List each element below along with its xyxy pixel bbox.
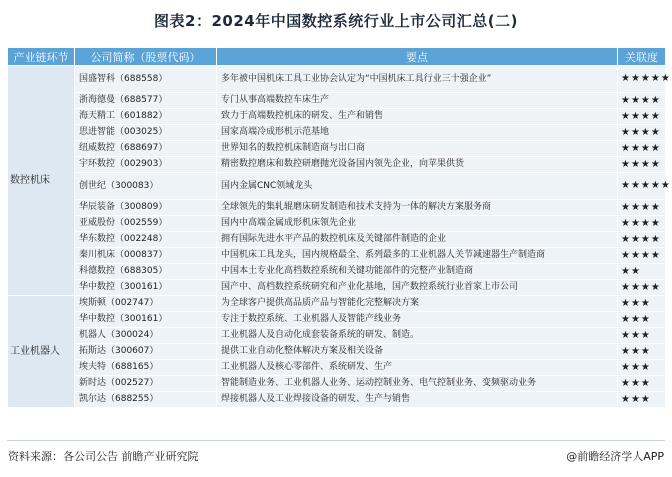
rating-cell: ★★★★★ bbox=[618, 66, 666, 93]
table-header-row bbox=[8, 48, 666, 66]
point-cell: 中国本土专业化高档数控系统和关键功能部件的完整产业制造商 bbox=[217, 264, 618, 280]
company-cell: 国盛智科（688558） bbox=[75, 66, 217, 93]
company-cell: 亚威股份（002559） bbox=[75, 216, 217, 232]
point-cell: 多年被中国机床工具工业协会认定为“中国机床工具行业三十强企业” bbox=[217, 66, 618, 93]
rating-cell: ★★★★ bbox=[618, 200, 666, 216]
point-cell: 为全球客户提供高品质产品与智能化完整解决方案 bbox=[217, 296, 618, 312]
point-cell: 精密数控磨床和数控研磨抛光设备国内领先企业，向苹果供货 bbox=[217, 157, 618, 173]
company-cell: 科德数控（688305） bbox=[75, 264, 217, 280]
segment-cell: 数控机床 bbox=[8, 66, 75, 296]
point-cell: 国产中、高档数控系统研究和产业化基地，国产数控系统行业首家上市公司 bbox=[217, 280, 618, 296]
point-cell: 国内金属CNC领域龙头 bbox=[217, 173, 618, 200]
table-row bbox=[8, 360, 666, 376]
point-cell: 专注于数控系统、工业机器人及智能产线业务 bbox=[217, 312, 618, 328]
point-cell: 专门从事高端数控车床生产 bbox=[217, 93, 618, 109]
rating-cell: ★★★★ bbox=[618, 216, 666, 232]
company-cell: 浙海德曼（688577） bbox=[75, 93, 217, 109]
rating-cell: ★★★ bbox=[618, 376, 666, 392]
rating-cell: ★★★ bbox=[618, 344, 666, 360]
table-row bbox=[8, 109, 666, 125]
company-cell: 华中数控（300161） bbox=[75, 312, 217, 328]
brand-credit: @前瞻经济学人APP bbox=[566, 450, 664, 463]
table-row bbox=[8, 125, 666, 141]
table-row bbox=[8, 376, 666, 392]
company-cell: 凯尔达（688255） bbox=[75, 392, 217, 408]
point-cell: 中国机床工具龙头，国内规格最全、系列最多的工业机器人关节减速器生产制造商 bbox=[217, 248, 618, 264]
company-cell: 海天精工（601882） bbox=[75, 109, 217, 125]
company-cell: 机器人（300024） bbox=[75, 328, 217, 344]
point-cell: 世界知名的数控机床制造商与出口商 bbox=[217, 141, 618, 157]
rating-cell: ★★★★ bbox=[618, 125, 666, 141]
table-row bbox=[8, 280, 666, 296]
header-segment: 产业链环节 bbox=[8, 48, 75, 66]
company-cell: 埃夫特（688165） bbox=[75, 360, 217, 376]
table-row bbox=[8, 216, 666, 232]
company-cell: 埃斯顿（002747） bbox=[75, 296, 217, 312]
rating-cell: ★★★★★ bbox=[618, 173, 666, 200]
point-cell: 工业机器人及核心零部件、系统研发、生产 bbox=[217, 360, 618, 376]
point-cell: 工业机器人及自动化成套装备系统的研发、制造。 bbox=[217, 328, 618, 344]
rating-cell: ★★★★ bbox=[618, 280, 666, 296]
point-cell: 致力于高端数控机床的研发、生产和销售 bbox=[217, 109, 618, 125]
table-row bbox=[8, 157, 666, 173]
company-cell: 华东数控（002248） bbox=[75, 232, 217, 248]
rating-cell: ★★★★ bbox=[618, 248, 666, 264]
rating-cell: ★★★★ bbox=[618, 232, 666, 248]
header-rating: 关联度 bbox=[618, 48, 666, 66]
rating-cell: ★★ bbox=[618, 264, 666, 280]
point-cell: 焊接机器人及工业焊接设备的研发、生产与销售 bbox=[217, 392, 618, 408]
footer-divider bbox=[7, 440, 665, 441]
table-row bbox=[8, 312, 666, 328]
rating-cell: ★★★ bbox=[618, 312, 666, 328]
table-body bbox=[8, 66, 671, 408]
table-row bbox=[8, 93, 666, 109]
rating-cell: ★★★ bbox=[618, 392, 666, 408]
point-cell: 国内中高端金属成形机床领先企业 bbox=[217, 216, 618, 232]
table-row bbox=[8, 264, 666, 280]
table-row bbox=[8, 232, 666, 248]
table-row bbox=[8, 141, 666, 157]
header-company: 公司简称（股票代码） bbox=[75, 48, 217, 66]
company-cell: 华辰装备（300809） bbox=[75, 200, 217, 216]
header-points: 要点 bbox=[217, 48, 618, 66]
table-row bbox=[8, 296, 666, 312]
chart-title: 图表2：2024年中国数控系统行业上市公司汇总(二) bbox=[154, 12, 518, 30]
table-row bbox=[8, 200, 666, 216]
rating-cell: ★★★★ bbox=[618, 93, 666, 109]
company-cell: 新时达（002527） bbox=[75, 376, 217, 392]
company-cell: 创世纪（300083） bbox=[75, 173, 217, 200]
rating-cell: ★★★★ bbox=[618, 109, 666, 125]
point-cell: 国家高端冷成形机示范基地 bbox=[217, 125, 618, 141]
rating-cell: ★★★ bbox=[618, 296, 666, 312]
point-cell: 拥有国际先进水平产品的数控机床及关键部件制造的企业 bbox=[217, 232, 618, 248]
rating-cell: ★★★ bbox=[618, 360, 666, 376]
company-cell: 纽威数控（688697） bbox=[75, 141, 217, 157]
source-note: 资料来源：各公司公告 前瞻产业研究院 bbox=[8, 450, 199, 463]
point-cell: 智能制造业务、工业机器人业务、运动控制业务、电气控制业务、变频驱动业务 bbox=[217, 376, 618, 392]
table-row bbox=[8, 344, 666, 360]
table-row bbox=[8, 173, 666, 200]
company-cell: 秦川机床（000837） bbox=[75, 248, 217, 264]
table-row bbox=[8, 248, 666, 264]
table-row bbox=[8, 66, 666, 93]
company-cell: 宇环数控（002903） bbox=[75, 157, 217, 173]
segment-cell: 工业机器人 bbox=[8, 296, 75, 408]
point-cell: 提供工业自动化整体解决方案及相关设备 bbox=[217, 344, 618, 360]
rating-cell: ★★★ bbox=[618, 328, 666, 344]
table-row bbox=[8, 328, 666, 344]
company-cell: 华中数控（300161） bbox=[75, 280, 217, 296]
company-table bbox=[7, 47, 671, 408]
point-cell: 全球领先的集轧辊磨床研发制造和技术支持为一体的解决方案服务商 bbox=[217, 200, 618, 216]
rating-cell: ★★★★ bbox=[618, 141, 666, 157]
company-cell: 思进智能（003025） bbox=[75, 125, 217, 141]
company-cell: 拓斯达（300607） bbox=[75, 344, 217, 360]
table-row bbox=[8, 392, 666, 408]
rating-cell: ★★★★ bbox=[618, 157, 666, 173]
